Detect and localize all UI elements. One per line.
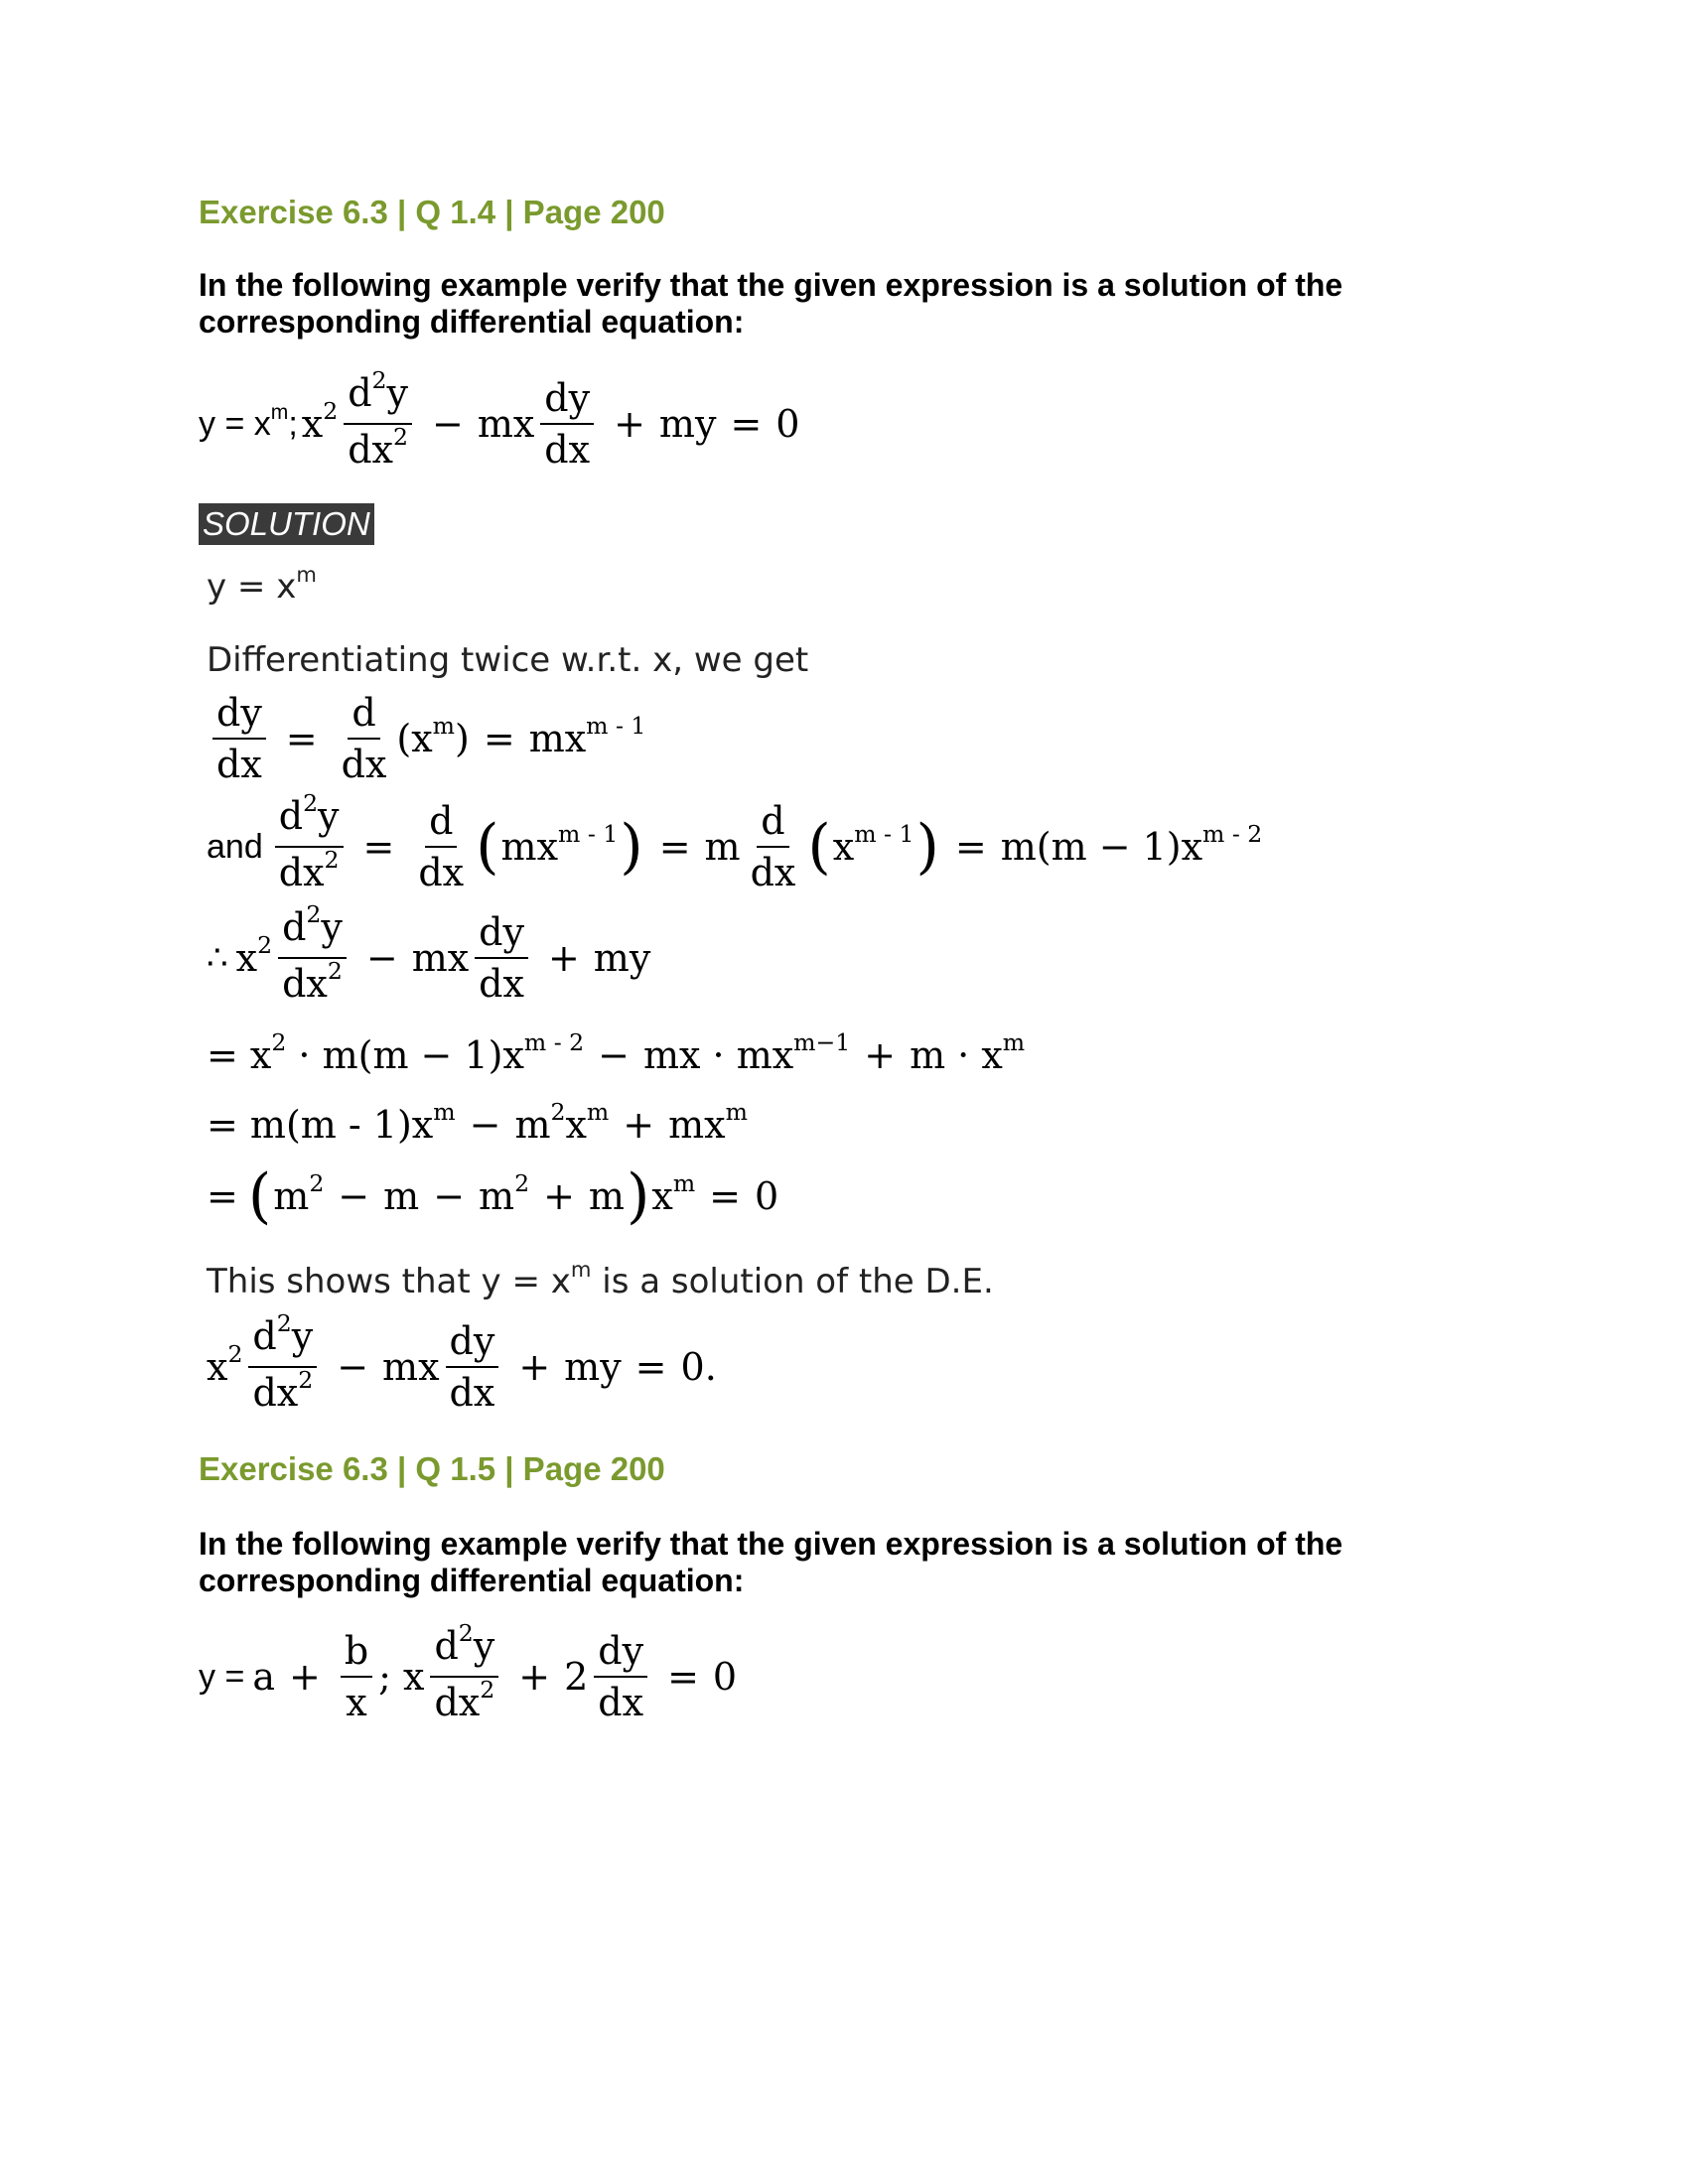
question-text-q1-5: In the following example verify that the given expression is a solution of the corresponding differential equation: [199,1526,1343,1598]
given-equation-q1-4: $y = x^m$; $x^2$ $\frac{d^2y}{dx^2}$ − mx $\frac{dy}{dx}$ + my = 0 [199,366,800,472]
page [199,194,1489,1730]
solution-badge: SOLUTION [199,503,374,545]
given-equation-q1-5: y = a + $\frac{b}{x}$ ; x $\frac{d^2y}{dx^2}$ + 2 $\frac{dy}{dx}$ = 0 [199,1619,738,1724]
conclusion-text: This shows that $y = x^m$ is a solution of the D.E. [207,1257,994,1301]
therefore-expression: ∴ $x^2$ $\frac{d^2y}{dx^2}$ − mx $\frac{dy}{dx}$ + my [207,900,651,1006]
second-derivative-equation: and $\frac{d^2y}{dx^2}$ = $\frac{d}{dx}$ ( $mx^{m - 1}$ ) = m $\frac{d}{dx}$ ( $x^{m - 1}$ ) = $m(m - 1)x^{m - 2}$ [207,789,1263,894]
exercise-heading-q1-5: Exercise 6.3 | Q 1.5 | Page 200 [199,1450,665,1487]
differentiating-text: Differentiating twice w.r.t. x, we get [207,640,809,680]
exercise-heading-q1-4: Exercise 6.3 | Q 1.4 | Page 200 [199,194,665,230]
final-differential-equation: $x^2$ $\frac{d^2y}{dx^2}$ − mx $\frac{dy}{dx}$ + my = 0. [207,1309,717,1415]
step-result-zero: = ( $m^2$ − m − $m^2$ + m ) $x^m$ = 0 [207,1161,779,1231]
question-text-q1-4: In the following example verify that the given expression is a solution of the corresponding differential equation: [199,267,1343,340]
first-derivative-equation: $\frac{dy}{dx}$ = $\frac{d}{dx}$ $(x^m)$ = $mx^{m - 1}$ [207,690,1489,787]
step-simplify: = $m(m - 1)x^m$ − $m^2x^m$ + $mx^m$ [207,1098,748,1147]
step-substitution: = $x^2 \cdot m(m - 1)x^{m - 2}$ − mx · $mx^{m-1}$ + $m \cdot x^m$ [207,1028,1026,1077]
solution-line-y-equals-xm: $y = x^m$ [207,562,317,607]
